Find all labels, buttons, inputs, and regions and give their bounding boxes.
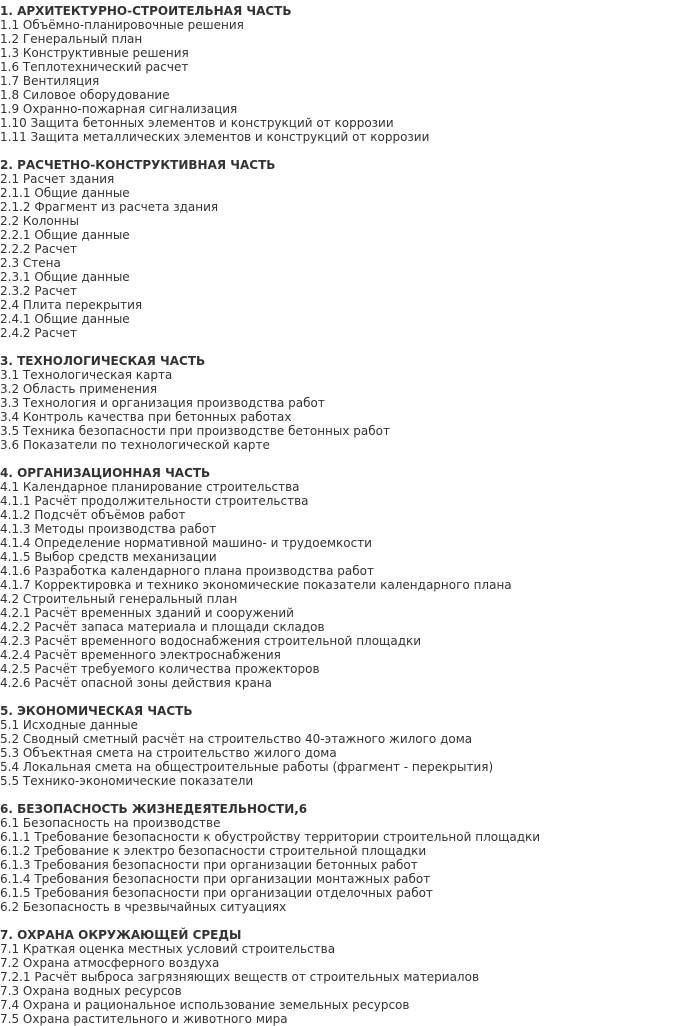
toc-item: 3.2 Область применения bbox=[0, 382, 158, 396]
toc-item: 4.2 Строительный генеральный план bbox=[0, 592, 238, 606]
toc-item: 2.3.1 Общие данные bbox=[0, 270, 130, 284]
toc-item: 7.4 Охрана и рациональное использование земельных ресурсов bbox=[0, 998, 410, 1012]
toc-item: 5.1 Исходные данные bbox=[0, 718, 138, 732]
toc-item: 1.11 Защита металлических элементов и конструкций от коррозии bbox=[0, 130, 430, 144]
toc-item: 1.10 Защита бетонных элементов и конструкций от коррозии bbox=[0, 116, 394, 130]
toc-item: 6.2 Безопасность в чрезвычайных ситуациях bbox=[0, 900, 287, 914]
toc-item: 4.2.6 Расчёт опасной зоны действия крана bbox=[0, 676, 272, 690]
toc-item: 1.8 Силовое оборудование bbox=[0, 88, 170, 102]
toc-item: 6.1.5 Требования безопасности при организации отделочных работ bbox=[0, 886, 433, 900]
toc-item: 2.2.1 Общие данные bbox=[0, 228, 130, 242]
section-title: 2. РАСЧЕТНО-КОНСТРУКТИВНАЯ ЧАСТЬ bbox=[0, 158, 276, 172]
toc-section bbox=[0, 802, 700, 914]
toc-item: 4.1.5 Выбор средств механизации bbox=[0, 550, 217, 564]
toc-item: 2.3 Стена bbox=[0, 256, 61, 270]
toc-item: 2.2.2 Расчет bbox=[0, 242, 77, 256]
toc-item: 2.3.2 Расчет bbox=[0, 284, 77, 298]
toc-item: 2.4.1 Общие данные bbox=[0, 312, 130, 326]
section-title: 6. БЕЗОПАСНОСТЬ ЖИЗНЕДЕЯТЕЛЬНОСТИ,6 bbox=[0, 802, 308, 816]
toc-item: 2.2 Колонны bbox=[0, 214, 79, 228]
toc-section bbox=[0, 466, 700, 690]
toc-item: 4.2.2 Расчёт запаса материала и площади складов bbox=[0, 620, 325, 634]
toc-item: 4.2.5 Расчёт требуемого количества прожекторов bbox=[0, 662, 320, 676]
toc-item: 4.2.4 Расчёт временного электроснабжения bbox=[0, 648, 281, 662]
toc-item: 4.1 Календарное планирование строительства bbox=[0, 480, 300, 494]
toc-item: 3.5 Техника безопасности при производстве бетонных работ bbox=[0, 424, 390, 438]
toc-item: 1.1 Объёмно-планировочные решения bbox=[0, 18, 244, 32]
section-title: 3. ТЕХНОЛОГИЧЕСКАЯ ЧАСТЬ bbox=[0, 354, 206, 368]
toc-section bbox=[0, 704, 700, 788]
toc-item: 1.2 Генеральный план bbox=[0, 32, 143, 46]
toc-item: 6.1.1 Требование безопасности к обустройству территории строительной площадки bbox=[0, 830, 541, 844]
toc-item: 4.1.7 Корректировка и технико экономические показатели календарного плана bbox=[0, 578, 512, 592]
section-title: 5. ЭКОНОМИЧЕСКАЯ ЧАСТЬ bbox=[0, 704, 193, 718]
section-title: 1. АРХИТЕКТУРНО-СТРОИТЕЛЬНАЯ ЧАСТЬ bbox=[0, 4, 292, 18]
toc-item: 4.1.4 Определение нормативной машино- и трудоемкости bbox=[0, 536, 372, 550]
toc-item: 6.1.4 Требования безопасности при организации монтажных работ bbox=[0, 872, 431, 886]
toc-item: 2.1 Расчет здания bbox=[0, 172, 115, 186]
toc-section bbox=[0, 158, 700, 340]
toc-item: 3.6 Показатели по технологической карте bbox=[0, 438, 270, 452]
toc-item: 2.1.2 Фрагмент из расчета здания bbox=[0, 200, 219, 214]
toc-item: 7.5 Охрана растительного и животного мира bbox=[0, 1012, 288, 1026]
toc-item: 3.4 Контроль качества при бетонных работах bbox=[0, 410, 292, 424]
toc-item: 4.1.1 Расчёт продолжительности строительства bbox=[0, 494, 309, 508]
section-title: 4. ОРГАНИЗАЦИОННАЯ ЧАСТЬ bbox=[0, 466, 211, 480]
toc-item: 2.1.1 Общие данные bbox=[0, 186, 130, 200]
toc-item: 7.2 Охрана атмосферного воздуха bbox=[0, 956, 220, 970]
toc-item: 5.3 Объектная смета на строительство жилого дома bbox=[0, 746, 337, 760]
toc-item: 2.4.2 Расчет bbox=[0, 326, 77, 340]
section-title: 7. ОХРАНА ОКРУЖАЮЩЕЙ СРЕДЫ bbox=[0, 928, 242, 942]
toc-item: 1.9 Охранно-пожарная сигнализация bbox=[0, 102, 238, 116]
toc-item: 4.1.6 Разработка календарного плана производства работ bbox=[0, 564, 374, 578]
toc-item: 2.4 Плита перекрытия bbox=[0, 298, 143, 312]
toc-item: 7.2.1 Расчёт выброса загрязняющих веществ от строительных материалов bbox=[0, 970, 480, 984]
toc-item: 6.1.2 Требование к электро безопасности строительной площадки bbox=[0, 844, 427, 858]
toc-item: 6.1 Безопасность на производстве bbox=[0, 816, 221, 830]
toc-item: 7.3 Охрана водных ресурсов bbox=[0, 984, 182, 998]
toc-item: 5.2 Сводный сметный расчёт на строительство 40-этажного жилого дома bbox=[0, 732, 473, 746]
toc-item: 1.7 Вентиляция bbox=[0, 74, 100, 88]
toc-item: 3.3 Технология и организация производства работ bbox=[0, 396, 325, 410]
toc-item: 1.6 Теплотехнический расчет bbox=[0, 60, 189, 74]
toc-item: 4.2.1 Расчёт временных зданий и сооружений bbox=[0, 606, 294, 620]
toc-section bbox=[0, 354, 700, 452]
toc-item: 7.1 Краткая оценка местных условий строительства bbox=[0, 942, 336, 956]
toc-item: 5.4 Локальная смета на общестроительные работы (фрагмент - перекрытия) bbox=[0, 760, 494, 774]
toc-item: 4.1.3 Методы производства работ bbox=[0, 522, 217, 536]
toc-item: 3.1 Технологическая карта bbox=[0, 368, 173, 382]
toc-item: 1.3 Конструктивные решения bbox=[0, 46, 189, 60]
toc-item: 6.1.3 Требования безопасности при организации бетонных работ bbox=[0, 858, 418, 872]
toc-section bbox=[0, 4, 700, 144]
toc-section bbox=[0, 928, 700, 1026]
toc-item: 4.2.3 Расчёт временного водоснабжения строительной площадки bbox=[0, 634, 422, 648]
toc-item: 5.5 Технико-экономические показатели bbox=[0, 774, 254, 788]
toc-item: 4.1.2 Подсчёт объёмов работ bbox=[0, 508, 186, 522]
